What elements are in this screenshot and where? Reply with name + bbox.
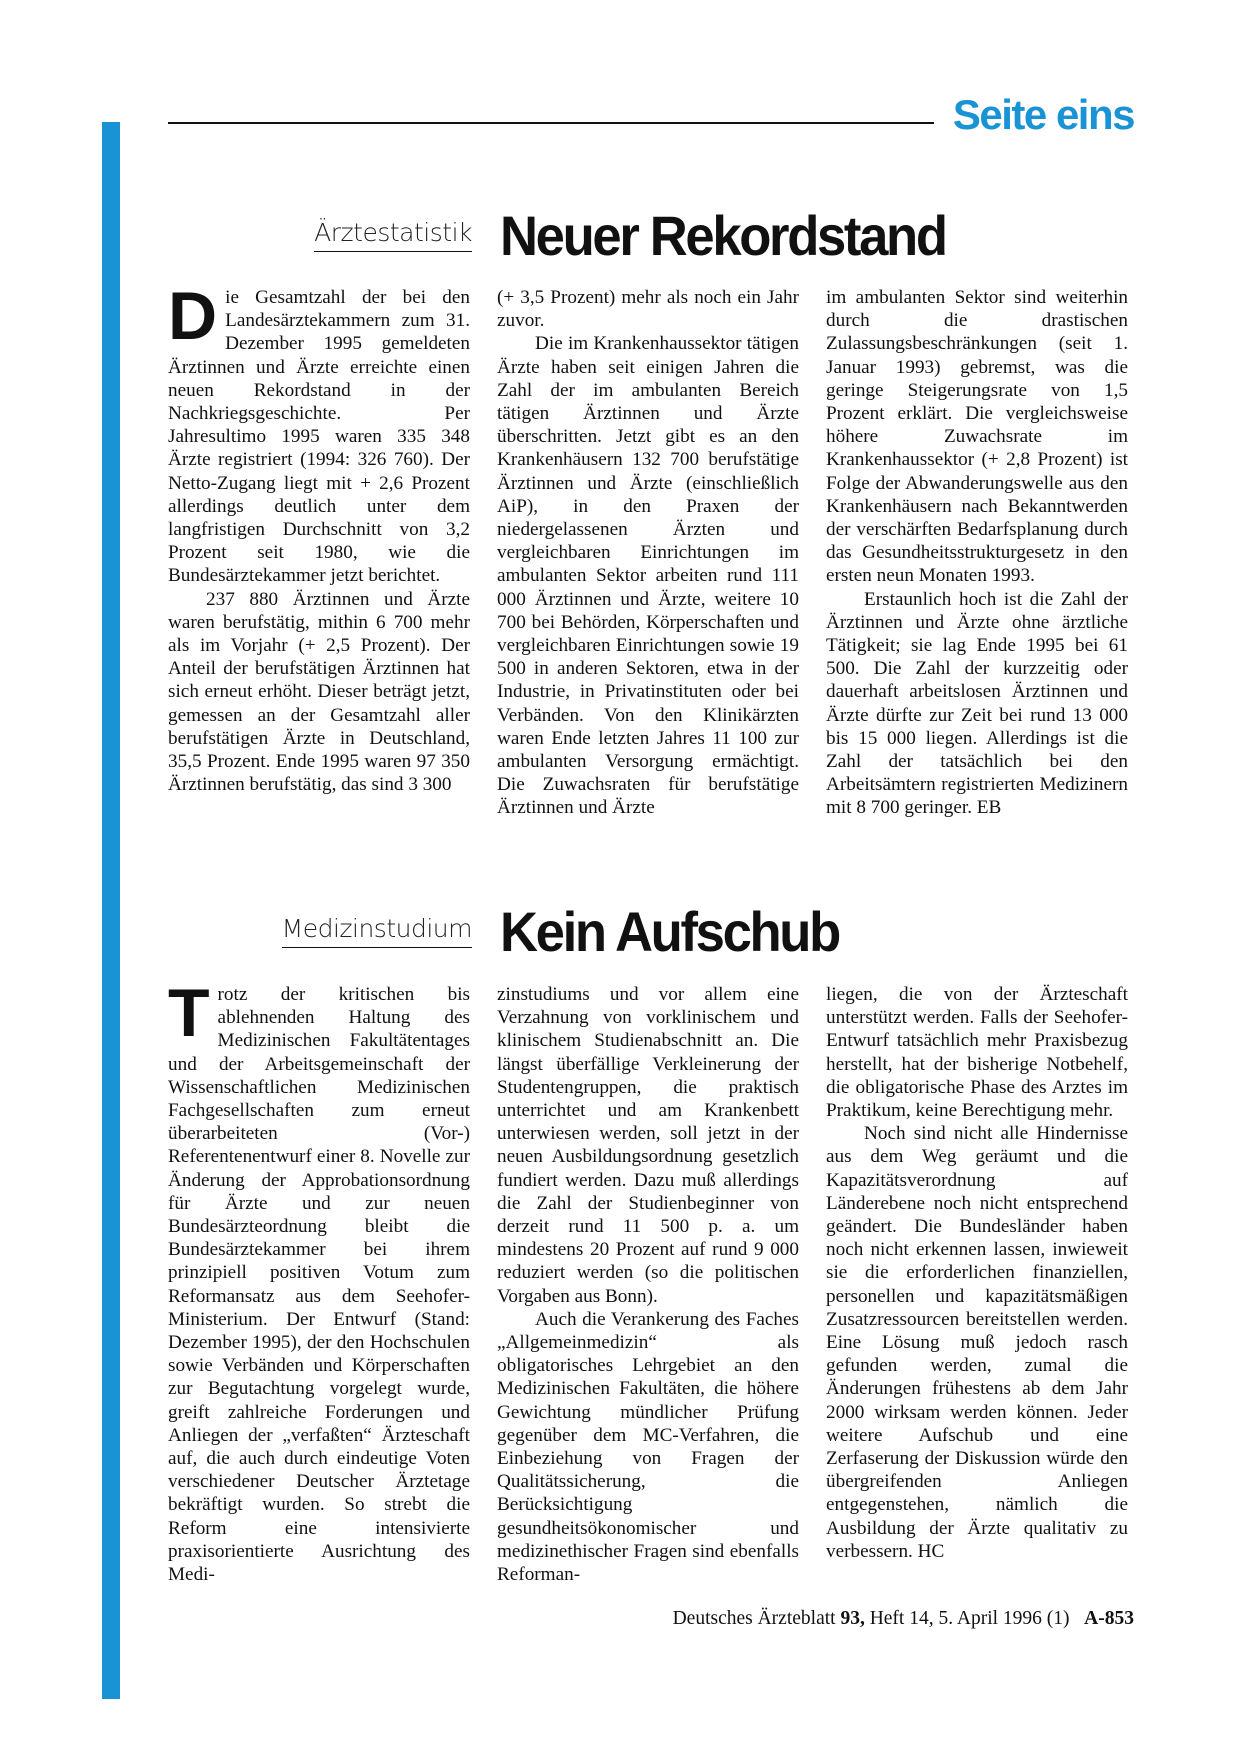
page-number: A-853 (1084, 1608, 1134, 1629)
article1-column-2 (497, 286, 799, 820)
paragraph: im ambulanten Sektor sind weiterhin durch die drastischen Zulassungsbeschränkungen (seit 1. Januar 1993) gebremst, was die geringe Steigerungsrate von 1,5 Prozent erklärt. Die vergleichsweise höhere Zuwachsrate im Krankenhaussektor (+ 2,8 Prozent) ist Folge der Abwanderungswelle aus den Krankenhäusern nach Bekanntwerden der verschärften Bedarfsplanung durch das Gesundheitsstrukturgesetz in den ersten neun Monaten 1993. (826, 287, 1128, 587)
paragraph: Die im Krankenhaussektor tätigen Ärzte haben seit einigen Jahren die Zahl der im ambulanten Bereich tätigen Ärztinnen und Ärzte überschritten. Jetzt gibt es an den Krankenhäusern 132 700 berufstätige Ärztinnen und Ärzte (einschließlich AiP), in den Praxen der niedergelassenen Ärzten und vergleichbaren Einrichtungen im ambulanten Sektor arbeiten rund 111 000 Ärztinnen und Ärzte, weitere 10 700 bei Behörden, Körperschaften und vergleichbaren Einrichtungen sowie 19 500 in anderen Sektoren, etwa in der Industrie, in Privatinstituten oder bei Verbänden. Von den Klinikärzten waren Ende letzten Jahres 11 100 zur ambulanten Versorgung ermächtigt. Die Zuwachsraten für berufstätige Ärztinnen und Ärzte (497, 333, 799, 819)
section-title: Seite eins (952, 91, 1134, 138)
article1-column-1 (168, 278, 470, 796)
dropcap: T (168, 975, 210, 1051)
article1-column-3 (826, 286, 1128, 820)
article2-column-1 (168, 975, 470, 1586)
paragraph (168, 278, 470, 588)
paragraph: liegen, die von der Ärzteschaft unterstützt werden. Falls der Seehofer-Entwurf tatsächlich mehr Praxisbezug herstellt, hat der bisherige Notbehelf, die obligatorische Phase des Arztes im Praktikum, keine Berechtigung mehr. (826, 984, 1128, 1122)
issue-info: Heft 14, 5. April 1996 (1) (869, 1608, 1070, 1629)
article2-column-2 (497, 983, 799, 1586)
page-footer (673, 1608, 1134, 1630)
article2-headline: Kein Aufschub (500, 900, 839, 963)
journal-volume: 93, (840, 1608, 865, 1629)
paragraph: zinstudiums und vor allem eine Verzahnung von vorklinischem und klinischem Studienabschnitt an. Die längst überfällige Verkleinerung der Studentengruppen, die praktisch unterrichtet und am Krankenbett unterwiesen werden, soll jetzt in der neuen Ausbildungsordnung gesetzlich fundiert werden. Dazu muß allerdings die Zahl der Studienbeginner von derzeit rund 11 500 p. a. um mindestens 20 Prozent auf rund 9 000 reduziert werden (so die politischen Vorgaben aus Bonn). (497, 984, 799, 1307)
paragraph-text: ie Gesamtzahl der bei den Landesärztekammern zum 31. Dezember 1995 gemeldeten Ärztinnen und Ärzte erreichte einen neuen Rekordstand in der Nachkriegsgeschichte. Per Jahresultimo 1995 waren 335 348 Ärzte registriert (1994: 326 760). Der Netto-Zugang liegt mit + 2,6 Prozent allerdings deutlich unter dem langfristigen Durchschnitt von 3,2 Prozent seit 1980, wie die Bundesärztekammer jetzt berichtet. (168, 287, 470, 587)
header-rule (168, 122, 934, 124)
paragraph: Auch die Verankerung des Faches „Allgemeinmedizin“ als obligatorisches Lehrgebiet an den Medizinischen Fakultäten, die höhere Gewichtung mündlicher Prüfung gegenüber dem MC-Verfahren, die Einbeziehung von Fragen der Qualitätssicherung, die Berücksichtigung gesundheitsökonomischer und medizinethischer Fragen sind ebenfalls Reforman- (497, 1308, 799, 1586)
paragraph-text: rotz der kritischen bis ablehnenden Haltung des Medizinischen Fakultätentages und der Arbeitsgemeinschaft der Wissenschaftlichen Medizinischen Fachgesellschaften zum erneut überarbeiteten (Vor-) Referentenentwurf einer 8. Novelle zur Änderung der Approbationsordnung für Ärzte und zur neuen Bundesärzteordnung bleibt die Bundesärztekammer bei ihrem prinzipiell positiven Votum zum Reformansatz aus dem Seehofer-Ministerium. Der Entwurf (Stand: Dezember 1995), der den Hochschulen sowie Verbänden und Körperschaften zur Begutachtung vorgelegt wurde, greift zahlreiche Forderungen und Anliegen der „verfaßten“ Ärzteschaft auf, die auch durch eindeutige Voten verschiedener Deutscher Ärztetage bekräftigt wurden. So strebt die Reform eine intensivierte praxisorientierte Ausrichtung des Medi- (168, 984, 470, 1586)
paragraph: Erstaunlich hoch ist die Zahl der Ärztinnen und Ärzte ohne ärztliche Tätigkeit; sie lag Ende 1995 bei 61 500. Die Zahl der kurzzeitig oder dauerhaft arbeitslosen Ärztinnen und Ärzte dürfte zur Zeit bei rund 13 000 bis 15 000 liegen. Allerdings ist die Zahl der tatsächlich bei den Arbeitsämtern registrierten Medizinern mit 8 700 geringer. EB (826, 588, 1128, 819)
article2-column-3 (826, 983, 1128, 1563)
article1-kicker: Ärztestatistik (314, 218, 472, 252)
paragraph: (+ 3,5 Prozent) mehr als noch ein Jahr zuvor. (497, 287, 799, 332)
paragraph (168, 975, 470, 1586)
paragraph: Noch sind nicht alle Hindernisse aus dem Weg geräumt und die Kapazitätsverordnung auf Länderebene noch nicht entsprechend geändert. Die Bundesländer haben noch nicht erkennen lassen, inwieweit sie die erforderlichen finanziellen, personellen und kapazitätsmäßigen Zusatzressourcen bereitstellen werden. Eine Lösung muß jedoch rasch gefunden werden, zumal die Änderungen frühestens ab dem Jahr 2000 wirksam werden können. Jeder weitere Aufschub und eine Zerfaserung der Diskussion würde den übergreifenden Anliegen entgegenstehen, nämlich die Ausbildung der Ärzte qualitativ zu verbessern. HC (826, 1123, 1128, 1562)
dropcap: D (168, 278, 218, 354)
paragraph: 237 880 Ärztinnen und Ärzte waren berufstätig, mithin 6 700 mehr als im Vorjahr (+ 2,5 Prozent). Der Anteil der berufstätigen Ärztinnen hat sich erneut erhöht. Dieser beträgt jetzt, gemessen an der Gesamtzahl aller berufstätigen Ärzte in Deutschland, 35,5 Prozent. Ende 1995 waren 97 350 Ärztinnen berufstätig, das sind 3 300 (168, 588, 470, 796)
article2-kicker: Medizinstudium (282, 914, 472, 948)
article1-headline: Neuer Rekordstand (500, 204, 946, 267)
journal-name: Deutsches Ärzteblatt (672, 1608, 836, 1629)
blue-margin-bar (102, 122, 120, 1699)
